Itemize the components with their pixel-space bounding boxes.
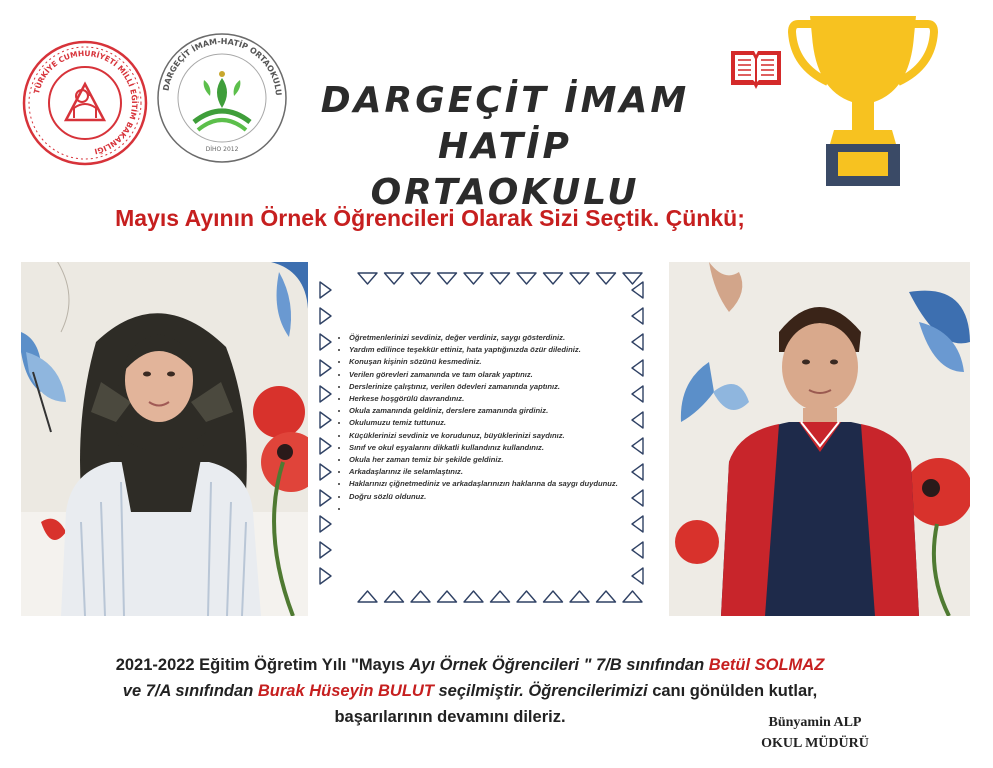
- school-logo: [152, 30, 292, 166]
- trophy-icon: [788, 10, 938, 190]
- border-triangle-top: [385, 273, 404, 284]
- border-triangle-top: [597, 273, 616, 284]
- criteria-item: • Konuşan kişinin sözünü kesmediniz.: [349, 356, 627, 368]
- border-triangle-top: [464, 273, 483, 284]
- border-triangle-left: [320, 490, 331, 506]
- student-name-2: Burak Hüseyin BULUT: [257, 682, 434, 700]
- border-triangle-right: [632, 360, 643, 376]
- border-triangle-right: [632, 438, 643, 454]
- announcement-part4: ve 7/A sınıfından: [122, 682, 254, 700]
- school-title-line2: HATİP ORTAOKULU: [370, 126, 640, 213]
- school-logo-text: DARGEÇİT İMAM-HATİP ORTAOKULU: [161, 36, 284, 97]
- border-triangle-bottom: [517, 591, 536, 602]
- border-triangle-left: [320, 516, 331, 532]
- border-triangle-bottom: [491, 591, 510, 602]
- border-triangle-right: [632, 516, 643, 532]
- announcement-line3: başarılarının devamını dileriz.: [334, 708, 566, 726]
- border-triangle-bottom: [464, 591, 483, 602]
- border-triangle-bottom: [570, 591, 589, 602]
- border-triangle-bottom: [438, 591, 457, 602]
- border-triangle-top: [544, 273, 563, 284]
- border-triangle-right: [632, 568, 643, 584]
- border-triangle-right: [632, 412, 643, 428]
- criteria-item: • Arkadaşlarınız ile selamlaştınız.: [349, 466, 627, 478]
- border-triangle-left: [320, 464, 331, 480]
- border-triangle-right: [632, 490, 643, 506]
- announcement-line2: [40, 678, 900, 704]
- border-triangle-top: [358, 273, 377, 284]
- book-icon: [727, 45, 785, 95]
- criteria-item: • Herkese hoşgörülü davrandınız.: [349, 393, 627, 405]
- criteria-item: • Yardım edilince teşekkür ettiniz, hata yaptığınızda özür dilediniz.: [349, 344, 627, 356]
- principal-name: Bünyamin ALP: [768, 715, 862, 730]
- border-triangle-left: [320, 334, 331, 350]
- student-name-1: Betül SOLMAZ: [708, 656, 825, 674]
- student-photo-left: [21, 262, 308, 616]
- border-triangle-right: [632, 308, 643, 324]
- border-triangle-bottom: [544, 591, 563, 602]
- signature-block: [735, 712, 895, 754]
- subtitle: Mayıs Ayının Örnek Öğrencileri Olarak Sizi Seçtik. Çünkü;: [115, 205, 745, 231]
- border-triangle-bottom: [385, 591, 404, 602]
- announcement-part2: Ayı Örnek Öğrencileri ": [409, 656, 592, 674]
- announcement-part1: 2021-2022 Eğitim Öğretim Yılı "Mayıs: [115, 656, 405, 674]
- border-triangle-top: [491, 273, 510, 284]
- criteria-item: • Haklarınızı çiğnetmediniz ve arkadaşlarınızın haklarına da saygı duydunuz.: [349, 478, 627, 490]
- border-triangle-left: [320, 438, 331, 454]
- announcement-part3: 7/B sınıfından: [596, 656, 705, 674]
- meb-seal-text: TÜRKİYE CUMHURİYETİ MİLLİ EĞİTİM BAKANLIĞI: [31, 48, 140, 156]
- border-triangle-left: [320, 308, 331, 324]
- border-triangle-left: [320, 386, 331, 402]
- border-triangle-right: [632, 464, 643, 480]
- criteria-item: [349, 503, 627, 515]
- border-triangle-top: [517, 273, 536, 284]
- criteria-item: • Derslerinize çalıştınız, verilen ödevleri zamanında yaptınız.: [349, 381, 627, 393]
- announcement-part6: canı gönülden kutlar,: [652, 682, 818, 700]
- border-triangle-left: [320, 412, 331, 428]
- border-triangle-top: [438, 273, 457, 284]
- school-title-line1: DARGEÇİT İMAM: [320, 80, 690, 121]
- criteria-item: • Küçüklerinizi sevdiniz ve korudunuz, büyüklerinizi saydınız.: [349, 430, 627, 442]
- border-triangle-top: [570, 273, 589, 284]
- border-triangle-bottom: [358, 591, 377, 602]
- border-triangle-left: [320, 360, 331, 376]
- border-triangle-top: [623, 273, 642, 284]
- criteria-list: [337, 332, 627, 515]
- border-triangle-right: [632, 386, 643, 402]
- criteria-item: • Sınıf ve okul eşyalarını dikkatli kullandınız kullandınız.: [349, 442, 627, 454]
- border-triangle-left: [320, 282, 331, 298]
- student-photo-right: [669, 262, 970, 616]
- school-logo-year: DİHO 2012: [205, 146, 239, 153]
- border-triangle-top: [411, 273, 430, 284]
- criteria-item: • Okulumuzu temiz tuttunuz.: [349, 417, 627, 429]
- criteria-card: [312, 262, 664, 616]
- criteria-item: • Verilen görevleri zamanında ve tam olarak yaptınız.: [349, 369, 627, 381]
- border-triangle-bottom: [411, 591, 430, 602]
- announcement-part5: seçilmiştir. Öğrencilerimizi: [438, 682, 648, 700]
- announcement-line1: [40, 652, 900, 678]
- meb-seal-logo: [22, 40, 148, 166]
- border-triangle-bottom: [623, 591, 642, 602]
- border-triangle-right: [632, 282, 643, 298]
- criteria-item: • Okula her zaman temiz bir şekilde geldiniz.: [349, 454, 627, 466]
- border-triangle-left: [320, 568, 331, 584]
- criteria-item: • Doğru sözlü oldunuz.: [349, 491, 627, 503]
- school-title: [300, 78, 710, 216]
- criteria-item: • Öğretmenlerinizi sevdiniz, değer verdiniz, saygı gösterdiniz.: [349, 332, 627, 344]
- principal-title: OKUL MÜDÜRÜ: [761, 736, 869, 751]
- border-triangle-right: [632, 334, 643, 350]
- criteria-item: • Okula zamanında geldiniz, derslere zamanında girdiniz.: [349, 405, 627, 417]
- border-triangle-right: [632, 542, 643, 558]
- border-triangle-bottom: [597, 591, 616, 602]
- border-triangle-left: [320, 542, 331, 558]
